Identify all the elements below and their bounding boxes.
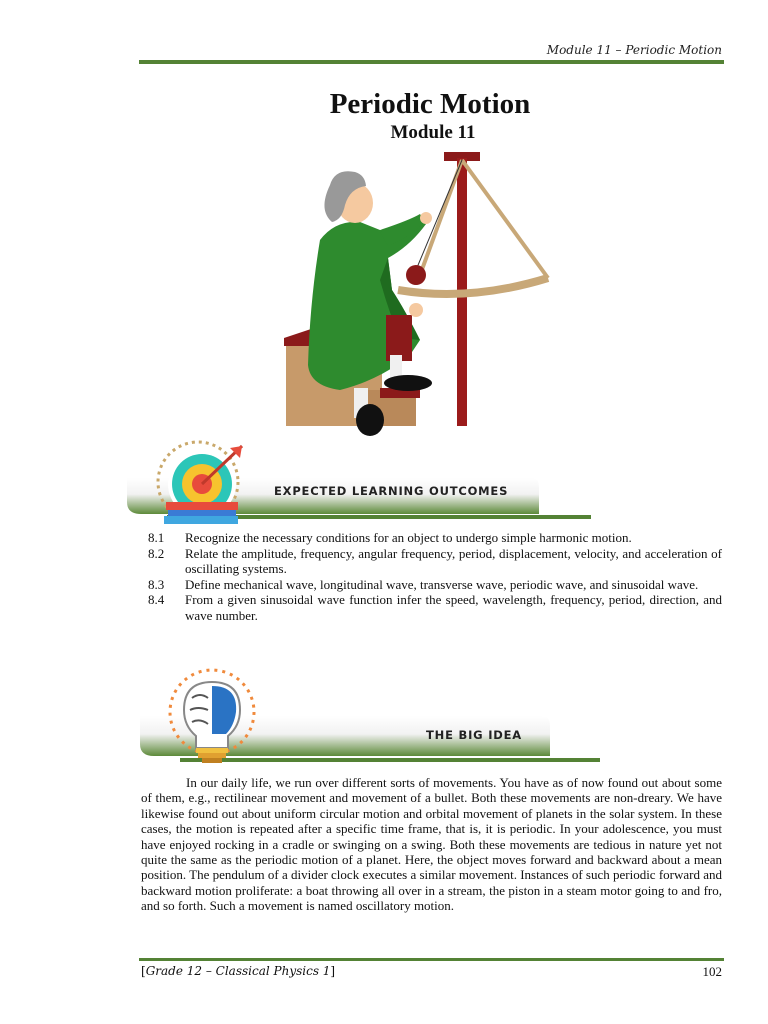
scientist-with-pendulum-illustration <box>280 150 560 442</box>
brain-lightbulb-icon <box>162 668 262 768</box>
target-with-arrow-icon <box>150 436 246 532</box>
footer-course-title: Grade 12 – Classical Physics 1 <box>145 964 331 978</box>
outcome-number: 8.3 <box>148 576 165 592</box>
outcome-number: 8.4 <box>148 592 165 607</box>
outcome-number: 8.2 <box>148 545 165 561</box>
running-header: Module 11 – Periodic Motion <box>546 43 722 57</box>
footer-open-bracket: [ <box>141 964 146 978</box>
header-rule <box>139 60 724 64</box>
list-item <box>148 592 722 623</box>
list-item <box>148 530 722 546</box>
footer-close-bracket: ] <box>330 964 336 978</box>
footer-course <box>141 964 335 978</box>
page-title: Periodic Motion <box>329 88 531 120</box>
list-item <box>148 546 722 577</box>
page-subtitle: Module 11 <box>390 122 476 143</box>
big-idea-heading: THE BIG IDEA <box>426 728 522 742</box>
outcome-text: Relate the amplitude, frequency, angular frequency, period, displacement, velocity, and acceleration of oscillating systems. <box>185 545 722 576</box>
outcome-text: Define mechanical wave, longitudinal wave, transverse wave, periodic wave, and sinusoidal wave. <box>185 576 699 592</box>
big-idea-paragraph: In our daily life, we run over different sorts of movements. You have as of now found out about some of them, e.g., rectilinear movement and movement of a bullet. Both these movements are non-dreary. We have likewise found out about uniform circular motion and orbital movement of planets in the solar system. In these cases, the motion is repeated after a specific time frame, that is, it is periodic. In your adolescence, you must have enjoyed rocking in a cradle or swinging on a swing. Both these movements are tedious in nature yet not quite the same as the periodic motion of a planet. Here, the object moves forward and backward about a mean position. The pendulum of a divider clock executes a similar movement. Instances of such periodic forward and backward motion proliferate: a boat throwing all over in a stream, the piston in a steam motor going to and fro, and so forth. Such a movement is named oscillatory motion. <box>141 775 722 914</box>
page-number: 102 <box>702 964 722 979</box>
learning-outcomes-heading: EXPECTED LEARNING OUTCOMES <box>274 484 509 498</box>
footer-rule <box>139 958 724 961</box>
outcome-text: Recognize the necessary conditions for an object to undergo simple harmonic motion. <box>185 530 632 545</box>
outcome-number: 8.1 <box>148 530 165 545</box>
outcome-text: From a given sinusoidal wave function infer the speed, wavelength, frequency, period, direction, and wave number. <box>185 592 722 623</box>
learning-outcomes-list <box>148 530 722 623</box>
list-item <box>148 577 722 593</box>
